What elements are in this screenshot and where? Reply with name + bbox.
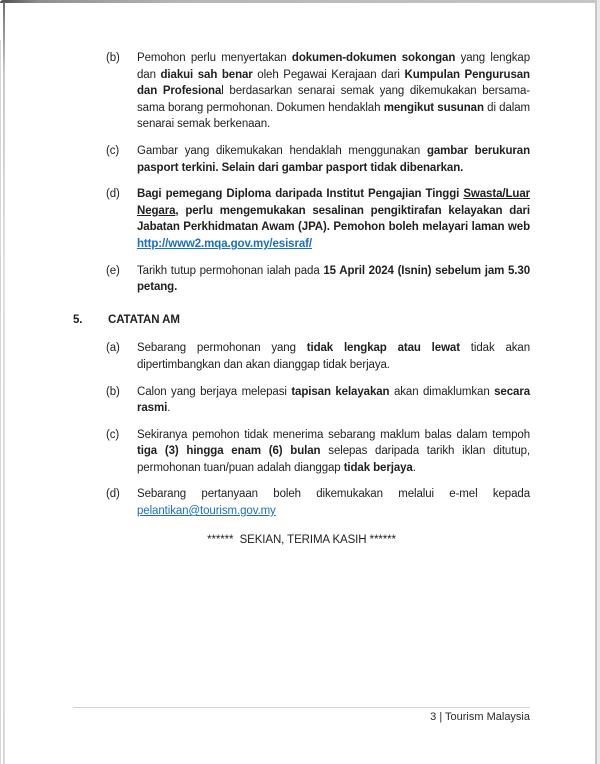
section5-title: CATATAN AM [108,313,180,326]
list-item-paragraph [137,143,530,176]
text-run: l berdasarkan senarai semak yang dikemukakan bersama-sama borang permohonan. Dokumen hendaklah [137,85,530,114]
list-item [73,50,530,133]
text-run: gambar berukuran pasport terkini. Selain dari gambar pasport tidak dibenarkan. [137,144,530,174]
text-run: Tarikh tutup permohonan ialah pada [137,264,324,277]
list-item [73,384,530,417]
list-item-marker: (c) [106,428,120,441]
text-run: tiga (3) hingga enam (6) bulan [137,445,321,458]
text-run: tidak lengkap atau lewat [306,342,460,355]
text-run: dokumen-dokumen sokongan [291,52,456,64]
text-run: di dalam senarai semak berkenaan. [137,101,531,131]
text-run: tidak berjaya [343,461,413,474]
section4-list [73,50,530,296]
text-run: oleh Pegawai Kerajaan dari [252,68,405,81]
page-footer [73,707,530,723]
text-run: . [412,461,416,474]
footer-page-label: 3 | Tourism Malaysia [430,711,530,723]
list-item [73,427,530,477]
text-run: akan dimaklumkan [389,385,495,398]
list-item-paragraph [137,340,530,373]
list-item [73,263,530,296]
list-item [73,340,530,373]
section5-list [73,340,530,519]
list-item-marker: (d) [106,188,120,201]
text-run: Kumpulan Pengurusan dan Profesiona [137,68,530,98]
text-run: secara rasmi [137,385,530,415]
text-run: mengikut susunan [383,101,484,114]
list-item-marker: (d) [106,488,120,501]
text-run: Sebarang pertanyaan boleh dikemukakan melalui e-mel kepada [137,488,530,501]
section5-heading [73,312,530,329]
text-run: tapisan kelayakan [291,385,390,398]
text-run: , perlu mengemukakan sesalinan pengiktirafan kelayakan dari Jabatan Perkhidmatan Awam (JPA). Pemohon boleh melayari laman web [137,204,530,234]
text-run: . [167,402,171,415]
text-run: yang lengkap dan [137,52,530,81]
list-item-marker: (e) [106,264,120,277]
text-run: 15 April 2024 (Isnin) sebelum jam 5.30 petang. [137,264,530,294]
list-item-paragraph [137,486,530,519]
document-content [73,50,530,548]
text-run: diakui sah benar [160,68,253,81]
photo-edge-left-faint [0,40,1,764]
mqa-url-link[interactable]: http://www2.mqa.gov.my/esisraf/ [137,237,312,250]
section5-number: 5. [73,313,83,326]
text-run: Calon yang berjaya melepasi [137,385,292,398]
text-run: tidak akan dipertimbangkan dan akan dianggap tidak berjaya. [137,342,530,371]
text-run: Pemohon perlu menyertakan [137,52,292,64]
text-run: Sekiranya pemohon tidak menerima sebarang maklum balas dalam tempoh [137,428,530,441]
photo-edge-left [3,2,5,764]
closing-line: ****** SEKIAN, TERIMA KASIH ****** [207,533,396,546]
list-item-paragraph [137,186,530,252]
email-link[interactable]: pelantikan@tourism.gov.my [137,505,276,518]
text-run: Swasta/Luar Negara [137,188,530,217]
list-item-paragraph [137,263,530,296]
list-item-marker: (b) [106,52,120,64]
list-item-paragraph [137,384,530,417]
list-item-marker: (a) [106,342,120,355]
list-item [73,186,530,252]
list-item [73,486,530,519]
text-run: Bagi pemegang Diploma daripada Institut Pengajian Tinggi [137,188,464,201]
photo-edge-right [595,0,597,764]
list-item [73,143,530,176]
list-item-marker: (b) [106,385,120,398]
photo-edge-top [0,0,600,3]
list-item-marker: (c) [106,144,120,157]
text-run: Gambar yang dikemukakan hendaklah menggunakan [137,144,427,157]
text-run: selepas daripada tarikh iklan ditutup, permohonan tuan/puan adalah dianggap [137,445,530,474]
list-item-paragraph [137,427,530,477]
list-item-paragraph [137,50,530,133]
text-run: Sebarang permohonan yang [137,342,307,355]
